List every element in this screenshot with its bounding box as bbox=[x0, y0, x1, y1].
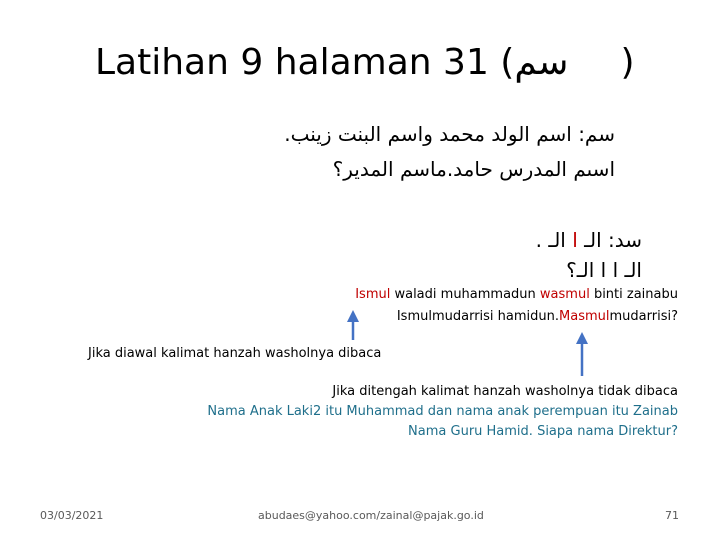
arabic-line-2: اسىم المدرس حامد.ماسم المدير؟ bbox=[332, 157, 615, 181]
note-left: Jika diawal kalimat hanzah washolnya dibaca bbox=[88, 346, 382, 361]
arabic-line-3-a: سد: الـ bbox=[577, 228, 642, 252]
latin2-mudarrisi: mudarrisi? bbox=[609, 309, 678, 324]
arabic-line-3-b: الـ . bbox=[535, 228, 573, 252]
latin1-waladi: waladi muhammadun bbox=[390, 287, 540, 302]
latin2-masmul: Masmul bbox=[559, 309, 610, 324]
latin-transliteration-1 bbox=[355, 287, 678, 302]
title-prefix: Latihan 9 halaman 31 ( bbox=[95, 42, 515, 83]
footer-page-number: 71 bbox=[665, 509, 679, 522]
latin1-ismul: Ismul bbox=[355, 287, 391, 302]
translation-1: Nama Anak Laki2 itu Muhammad dan nama anak perempuan itu Zainab bbox=[207, 404, 678, 419]
latin1-wasmul: wasmul bbox=[539, 287, 590, 302]
footer-date: 03/03/2021 bbox=[40, 509, 104, 522]
latin2-ismul: Ismulmudarrisi hamidun. bbox=[396, 309, 560, 324]
slide-title bbox=[95, 42, 635, 83]
arabic-line-4: الـ ا ا الـ؟ bbox=[566, 258, 642, 282]
left-arrow bbox=[347, 310, 359, 340]
arabic-line-3 bbox=[536, 228, 642, 252]
translation-2: Nama Guru Hamid. Siapa nama Direktur? bbox=[408, 424, 678, 439]
footer-email: abudaes@yahoo.com/zainal@pajak.go.id bbox=[258, 509, 484, 522]
arabic-line-1: سم: اسم الولد محمد واسم البنت زينب. bbox=[284, 122, 615, 146]
note-right: Jika ditengah kalimat hanzah washolnya tidak dibaca bbox=[332, 384, 678, 399]
latin-transliteration-2 bbox=[397, 309, 678, 324]
title-suffix: ) bbox=[620, 42, 635, 83]
latin1-binti: binti zainabu bbox=[589, 287, 678, 302]
title-arabic: سم bbox=[514, 42, 569, 83]
arabic-line-3-red: ا bbox=[572, 228, 578, 252]
right-arrow bbox=[576, 332, 588, 376]
